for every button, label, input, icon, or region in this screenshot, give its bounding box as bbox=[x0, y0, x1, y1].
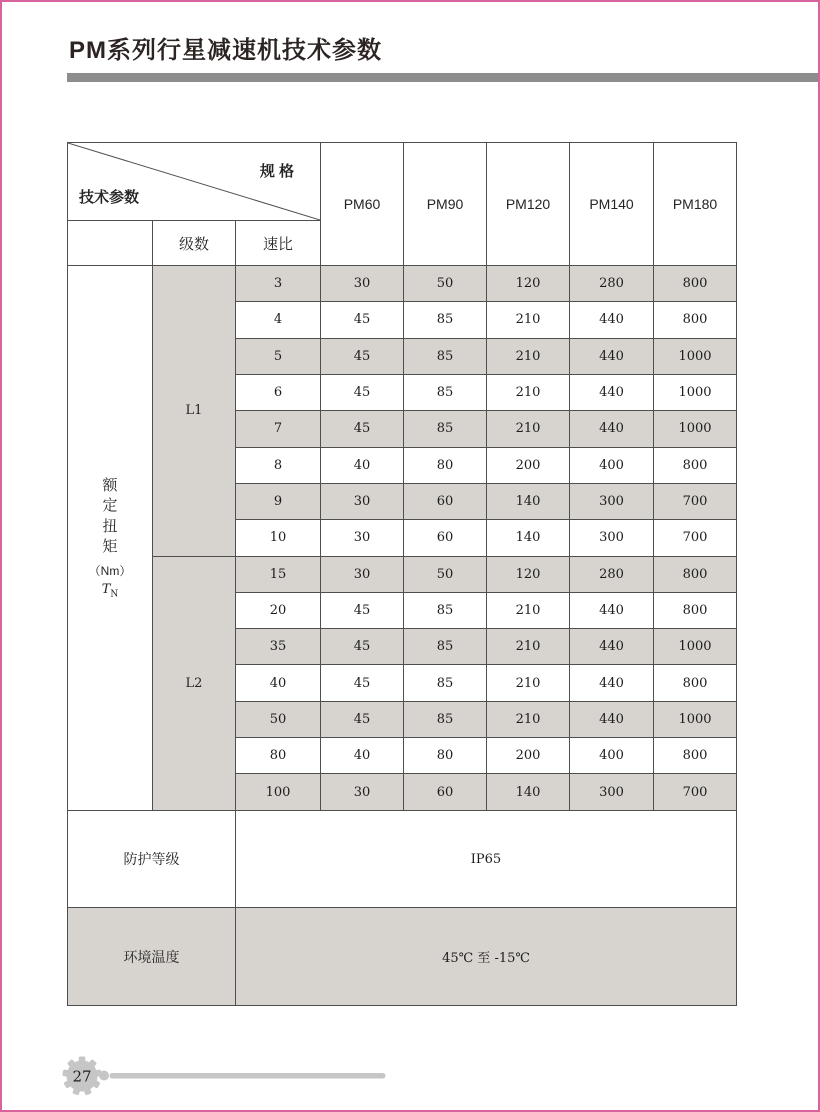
value-cell: 1000 bbox=[654, 374, 737, 410]
value-cell: 45 bbox=[321, 701, 404, 737]
value-cell: 210 bbox=[487, 665, 570, 701]
value-cell: 85 bbox=[404, 302, 487, 338]
value-cell: 45 bbox=[321, 374, 404, 410]
ratio-cell: 5 bbox=[236, 338, 321, 374]
page-title: PM系列行星减速机技术参数 bbox=[69, 37, 382, 64]
torque-unit: （Nm） bbox=[88, 564, 132, 579]
ambient-temperature-value: 45℃ 至 -15℃ bbox=[236, 908, 737, 1006]
value-cell: 440 bbox=[570, 629, 654, 665]
value-cell: 210 bbox=[487, 374, 570, 410]
value-cell: 800 bbox=[654, 592, 737, 628]
spec-table bbox=[67, 142, 737, 1006]
ratio-cell: 15 bbox=[236, 556, 321, 592]
title-divider bbox=[67, 73, 818, 82]
value-cell: 30 bbox=[321, 520, 404, 556]
spec-row bbox=[68, 556, 737, 592]
value-cell: 400 bbox=[570, 447, 654, 483]
value-cell: 140 bbox=[487, 520, 570, 556]
value-cell: 800 bbox=[654, 665, 737, 701]
value-cell: 85 bbox=[404, 701, 487, 737]
value-cell: 40 bbox=[321, 738, 404, 774]
ratio-cell: 50 bbox=[236, 701, 321, 737]
page-footer-decoration bbox=[59, 1054, 399, 1098]
ratio-cell: 3 bbox=[236, 266, 321, 302]
corner-label-params: 技术参数 bbox=[79, 189, 140, 206]
value-cell: 30 bbox=[321, 556, 404, 592]
value-cell: 85 bbox=[404, 374, 487, 410]
value-cell: 210 bbox=[487, 302, 570, 338]
torque-symbol: $T_N$ bbox=[101, 582, 119, 600]
diagonal-line bbox=[68, 143, 320, 220]
value-cell: 800 bbox=[654, 302, 737, 338]
protection-class-row bbox=[68, 810, 737, 908]
spec-table-footer bbox=[68, 810, 737, 1005]
value-cell: 50 bbox=[404, 266, 487, 302]
value-cell: 440 bbox=[570, 592, 654, 628]
value-cell: 30 bbox=[321, 266, 404, 302]
ambient-temperature-row bbox=[68, 908, 737, 1006]
spec-table-body bbox=[68, 266, 737, 811]
value-cell: 40 bbox=[321, 447, 404, 483]
value-cell: 440 bbox=[570, 411, 654, 447]
value-cell: 85 bbox=[404, 629, 487, 665]
value-cell: 280 bbox=[570, 266, 654, 302]
ratio-cell: 20 bbox=[236, 592, 321, 628]
spec-column-header: PM60 bbox=[321, 143, 404, 266]
ratio-cell: 8 bbox=[236, 447, 321, 483]
value-cell: 1000 bbox=[654, 338, 737, 374]
value-cell: 1000 bbox=[654, 701, 737, 737]
value-cell: 45 bbox=[321, 338, 404, 374]
value-cell: 120 bbox=[487, 266, 570, 302]
footer-line bbox=[110, 1073, 386, 1079]
value-cell: 800 bbox=[654, 447, 737, 483]
value-cell: 30 bbox=[321, 483, 404, 519]
value-cell: 300 bbox=[570, 520, 654, 556]
ratio-header: 速比 bbox=[236, 221, 321, 266]
value-cell: 85 bbox=[404, 411, 487, 447]
spec-column-header: PM140 bbox=[570, 143, 654, 266]
value-cell: 300 bbox=[570, 774, 654, 810]
spec-row bbox=[68, 266, 737, 302]
value-cell: 60 bbox=[404, 483, 487, 519]
value-cell: 85 bbox=[404, 592, 487, 628]
value-cell: 85 bbox=[404, 665, 487, 701]
spec-column-header: PM120 bbox=[487, 143, 570, 266]
empty-header-cell bbox=[68, 221, 153, 266]
ratio-cell: 80 bbox=[236, 738, 321, 774]
value-cell: 80 bbox=[404, 738, 487, 774]
value-cell: 60 bbox=[404, 520, 487, 556]
diagonal-corner-cell bbox=[68, 143, 321, 221]
ratio-cell: 6 bbox=[236, 374, 321, 410]
footer-line-dot bbox=[99, 1071, 109, 1081]
value-cell: 50 bbox=[404, 556, 487, 592]
stage-cell: L1 bbox=[153, 266, 236, 557]
ambient-temperature-label: 环境温度 bbox=[68, 908, 236, 1006]
value-cell: 210 bbox=[487, 592, 570, 628]
value-cell: 210 bbox=[487, 701, 570, 737]
torque-label-vertical: 额定扭矩 bbox=[102, 477, 118, 555]
value-cell: 200 bbox=[487, 447, 570, 483]
value-cell: 140 bbox=[487, 483, 570, 519]
stage-header: 级数 bbox=[153, 221, 236, 266]
value-cell: 80 bbox=[404, 447, 487, 483]
value-cell: 800 bbox=[654, 266, 737, 302]
spec-table-header bbox=[68, 143, 737, 266]
ratio-cell: 35 bbox=[236, 629, 321, 665]
page-number: 27 bbox=[72, 1067, 92, 1086]
protection-class-value: IP65 bbox=[236, 810, 737, 908]
value-cell: 45 bbox=[321, 629, 404, 665]
value-cell: 700 bbox=[654, 520, 737, 556]
value-cell: 800 bbox=[654, 738, 737, 774]
ratio-cell: 9 bbox=[236, 483, 321, 519]
corner-label-spec: 规 格 bbox=[259, 163, 295, 180]
value-cell: 440 bbox=[570, 701, 654, 737]
value-cell: 200 bbox=[487, 738, 570, 774]
value-cell: 45 bbox=[321, 411, 404, 447]
value-cell: 700 bbox=[654, 483, 737, 519]
value-cell: 1000 bbox=[654, 629, 737, 665]
value-cell: 30 bbox=[321, 774, 404, 810]
value-cell: 1000 bbox=[654, 411, 737, 447]
value-cell: 85 bbox=[404, 338, 487, 374]
spec-column-header: PM180 bbox=[654, 143, 737, 266]
value-cell: 280 bbox=[570, 556, 654, 592]
value-cell: 210 bbox=[487, 629, 570, 665]
header-row-top bbox=[68, 143, 737, 221]
torque-label-cell bbox=[68, 266, 153, 811]
ratio-cell: 10 bbox=[236, 520, 321, 556]
value-cell: 210 bbox=[487, 411, 570, 447]
value-cell: 700 bbox=[654, 774, 737, 810]
value-cell: 140 bbox=[487, 774, 570, 810]
value-cell: 45 bbox=[321, 592, 404, 628]
value-cell: 440 bbox=[570, 302, 654, 338]
ratio-cell: 40 bbox=[236, 665, 321, 701]
value-cell: 800 bbox=[654, 556, 737, 592]
value-cell: 300 bbox=[570, 483, 654, 519]
ratio-cell: 7 bbox=[236, 411, 321, 447]
value-cell: 400 bbox=[570, 738, 654, 774]
value-cell: 60 bbox=[404, 774, 487, 810]
protection-class-label: 防护等级 bbox=[68, 810, 236, 908]
value-cell: 45 bbox=[321, 302, 404, 338]
value-cell: 440 bbox=[570, 374, 654, 410]
value-cell: 440 bbox=[570, 338, 654, 374]
value-cell: 440 bbox=[570, 665, 654, 701]
stage-cell: L2 bbox=[153, 556, 236, 810]
value-cell: 210 bbox=[487, 338, 570, 374]
ratio-cell: 4 bbox=[236, 302, 321, 338]
value-cell: 45 bbox=[321, 665, 404, 701]
value-cell: 120 bbox=[487, 556, 570, 592]
spec-column-header: PM90 bbox=[404, 143, 487, 266]
ratio-cell: 100 bbox=[236, 774, 321, 810]
